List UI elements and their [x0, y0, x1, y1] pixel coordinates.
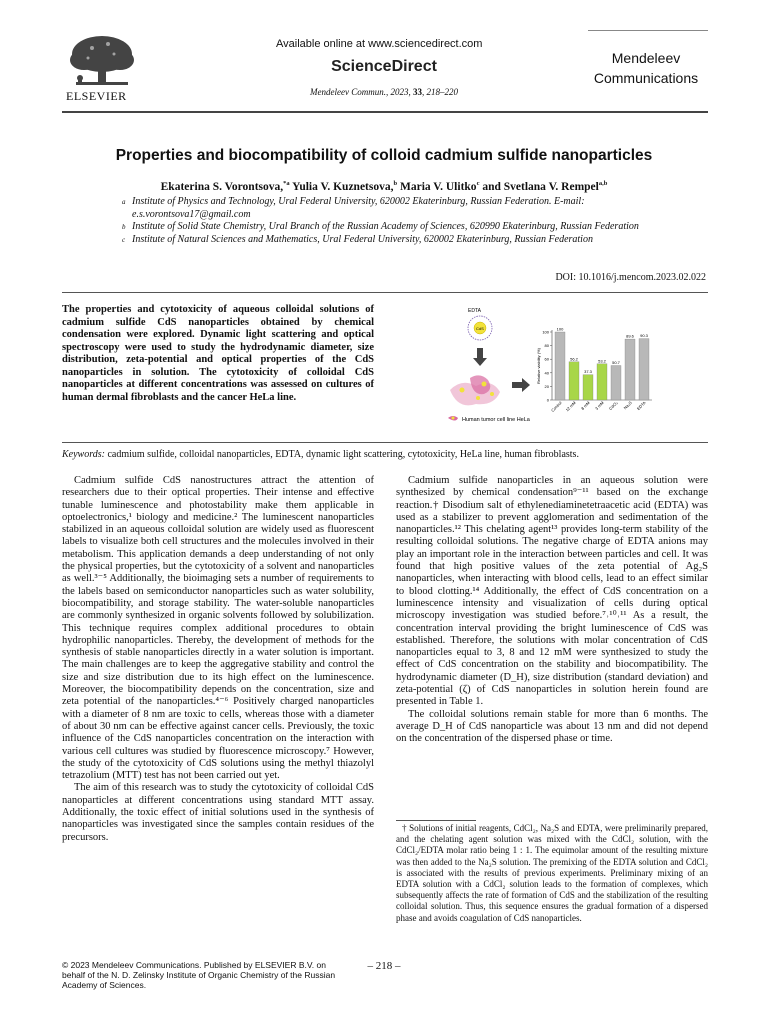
bar	[639, 339, 649, 400]
footnote-rule	[396, 820, 476, 821]
body-column-right	[396, 475, 708, 746]
x-tick-label: CdCl₂	[607, 400, 619, 412]
y-tick-label: 0	[546, 397, 549, 403]
viability-bar-chart	[536, 327, 652, 413]
edta-label: EDTA	[468, 308, 481, 314]
keywords: Keywords: cadmium sulfide, colloidal nanoparticles, EDTA, dynamic light scattering, cytotoxicity, HeLa line, human fibroblasts.	[62, 449, 579, 460]
legend-cell-icon	[448, 416, 458, 421]
bar-value-label: 53.2	[598, 358, 606, 364]
x-tick-label: 12 mM	[564, 400, 577, 413]
y-tick-label: 60	[544, 356, 549, 362]
bar	[555, 332, 565, 400]
bar-value-label: 37.3	[584, 369, 592, 375]
y-tick-label: 40	[544, 370, 549, 376]
hela-cells-icon	[450, 375, 500, 405]
header-rule	[62, 111, 708, 113]
body-column-left	[62, 475, 374, 844]
affiliation-a: a Institute of Physics and Technology, Ural Federal University, 620002 Ekaterinburg, Russian Federation. E-mail: e.s.vorontsova17@gmail.com	[122, 196, 585, 220]
doi[interactable]: DOI: 10.1016/j.mencom.2023.02.022	[555, 272, 706, 283]
footnote: † Solutions of initial reagents, CdCl₂, Na₂S and EDTA, were preliminarily prepared, and the chelating agent solution was mixed with the CdCl₂ solution, with the CdCl₂/EDTA molar ratio being 1 : 1. The equimolar amount of the resulting mixture was then added to the Na₂S solution. The premixing of the EDTA solution and CdCl₂ is associated with the results of previous experiments. Preliminary mixing of an EDTA solution with a CdCl₂ solution leads to the formation of complexes, which subsequently affects the rate of formation of CdS and the stabilization of the resulting colloidal solution. Thus, this sequence ensures the gradual formation of a dispersed phase and avoids coagulation of CdS nanoparticles.	[396, 823, 708, 923]
x-tick-label: 8 mM	[580, 400, 591, 411]
available-online-text[interactable]: Available online at www.sciencedirect.com	[276, 38, 483, 50]
article-title: Properties and biocompatibility of colloid cadmium sulfide nanoparticles	[115, 147, 653, 164]
abstract-top-rule	[62, 292, 708, 293]
cell-line-label: Human tumor cell line HeLa	[462, 417, 530, 423]
body-paragraph: Cadmium sulfide CdS nanostructures attract the attention of researchers due to their optical properties. Their intense and effective tunable luminescence and photostability make them applicable in optoelectronics,¹ biology and medicine.² The luminescent nanoparticles stabilized in an aqueous colloidal solution are widely used as fluorescent labels to visualize both cell structures and the molecules involved in their metabolism. This application demands a deep understanding of not only the physical properties, but the cytotoxicity of a solvent and nanoparticles as well.³⁻⁵ Additionally, the bioimaging sets a number of requirements to the labels based on semiconductor nanoparticles such as water solubility, biocompatibility, and storage stability. The water-soluble nanoparticles are commonly synthesized in organic solvents followed by solubilization. This technique requires complex additional procedures to obtain hydrophilic nanoparticles. Thereby, the development of methods for the synthesis of stable nanoparticles directly in a water solution is important. The main challenges are to keep the aggregative stability and control the size and size distribution due to its high effect on the luminescence. Moreover, the biocompatibility depends on the concentration, size and zeta potential of the nanoparticles.⁴⁻⁶ Positively charged nanoparticles with a diameter of 8 nm are toxic to cells, whereas those with a diameter of about 30 nm can be effective against cancer cells. Previously, the toxic influence of the CdS nanoparticles concentration on the interaction with various cell cultures was studied by fluorescence microscopy.⁷ However, the study of the cytotoxicity of CdS solutions using the methyl thiazolyl tetrazolium (MTT) test has not been carried out yet.	[62, 475, 374, 782]
down-arrow-icon	[473, 348, 487, 366]
y-tick-label: 100	[542, 329, 549, 335]
bar-value-label: 90.3	[640, 333, 648, 339]
affiliation-b: b Institute of Solid State Chemistry, Ural Branch of the Russian Academy of Sciences, 620990 Ekaterinburg, Russian Federation	[122, 221, 639, 232]
bar	[625, 339, 635, 400]
journal-name: Mendeleev Communications	[593, 50, 699, 86]
author-list: Ekaterina S. Vorontsova,$^{*a}$ Yulia V. Kuznetsova,$^b$ Maria V. Ulitko$^c$ and Svetlana V. Rempel$^{a,b}$	[160, 180, 608, 193]
y-tick-label: 20	[544, 383, 549, 389]
citation: Mendeleev Commun., 2023, 33, 218–220	[310, 87, 458, 97]
x-tick-label: Na₂S	[622, 400, 633, 411]
affiliation-c: c Institute of Natural Sciences and Mathematics, Ural Federal University, 620002 Ekaterinburg, Russian Federation	[122, 233, 593, 245]
sciencedirect-brand: ScienceDirect	[331, 58, 437, 75]
bar-value-label: 50.7	[612, 360, 620, 366]
bar	[583, 375, 593, 400]
x-tick-label: Control	[550, 400, 563, 413]
journal-top-rule	[588, 30, 708, 31]
bar	[611, 366, 621, 400]
body-paragraph: The aim of this research was to study the cytotoxicity of colloidal CdS nanoparticles at different concentrations using standard MTT assay. Additionally, the toxic effect of initial solutions used in the synthesis of nanoparticles was investigated since the samples contain residues of the precursors.	[62, 782, 374, 843]
keywords-top-rule	[62, 442, 708, 443]
bar-value-label: 89.6	[626, 333, 634, 339]
page-header	[0, 0, 768, 112]
publisher-name: ELSEVIER	[66, 89, 127, 103]
copyright-notice: © 2023 Mendeleev Communications. Published by ELSEVIER B.V. on behalf of the N. D. Zelinsky Institute of Organic Chemistry of the Russian Academy of Sciences.	[62, 960, 336, 990]
abstract: The properties and cytotoxicity of aqueous colloidal solutions of cadmium sulfide CdS nanoparticles obtained by chemical condensation were explored. Dynamic light scattering and optical spectroscopy were used to study the hydrodynamic diameter, size distribution, zeta-potential and optical properties of the CdS nanoparticles in solution. The cytotoxicity of colloidal CdS nanoparticles at different concentrations was assessed on cultures of human dermal fibroblasts and the cancer HeLa line.	[62, 304, 374, 403]
cds-label: CdS	[476, 326, 484, 331]
right-arrow-icon	[512, 378, 530, 392]
bar-value-label: 100	[556, 326, 564, 332]
y-tick-label: 80	[544, 343, 549, 349]
body-paragraph: Cadmium sulfide nanoparticles in an aqueous solution were synthesized by chemical condensation⁹⁻¹¹ based on the exchange reaction.† Disodium salt of ethylenediaminetetraacetic acid (EDTA) was used as a stabilizer to prevent agglomeration and sedimentation of the nanoparticles.¹² This chelating agent¹³ provides long-term stability of the resulting colloidal solutions. The negative charge of EDTA anions may play an important role in the interaction between particles and cell. It was found that high positive values of the zeta potential of Ag₂S nanoparticles, when interacting with blood cells, lead to an effect similar to blood clotting.¹⁴ Additionally, the effect of CdS concentration on a luminescence intensity and visualization of cells during optical microscopy investigation was studied before.⁷˒¹⁰˒¹¹ As a result, the concentration interval providing the bright luminescence of CdS was established. Therefore, the solutions with molar concentration of CdS nanoparticles equal to 3, 8 and 12 mM were synthesized to study the effect of CdS concentration on the stability and biocompatibility. The hydrodynamic diameter (D_H), size distribution (standard deviation) and zeta-potential (ζ) of CdS nanoparticles in solution herein found are presented in Table 1.	[396, 475, 708, 708]
affiliations	[122, 196, 642, 246]
bar	[569, 362, 579, 400]
bar	[597, 364, 607, 400]
x-tick-label: EDTA	[635, 400, 647, 412]
bar-value-label: 56.2	[570, 356, 578, 362]
body-paragraph: The colloidal solutions remain stable for more than 6 months. The average D_H of CdS nanoparticle was about 13 nm and did not depend on the concentration of the dispersed phase or time.	[396, 708, 708, 745]
x-tick-label: 3 mM	[594, 400, 605, 411]
y-axis-label: Relative viability (%)	[536, 347, 541, 385]
graphical-abstract	[440, 300, 710, 440]
page-number: – 218 –	[367, 960, 401, 972]
